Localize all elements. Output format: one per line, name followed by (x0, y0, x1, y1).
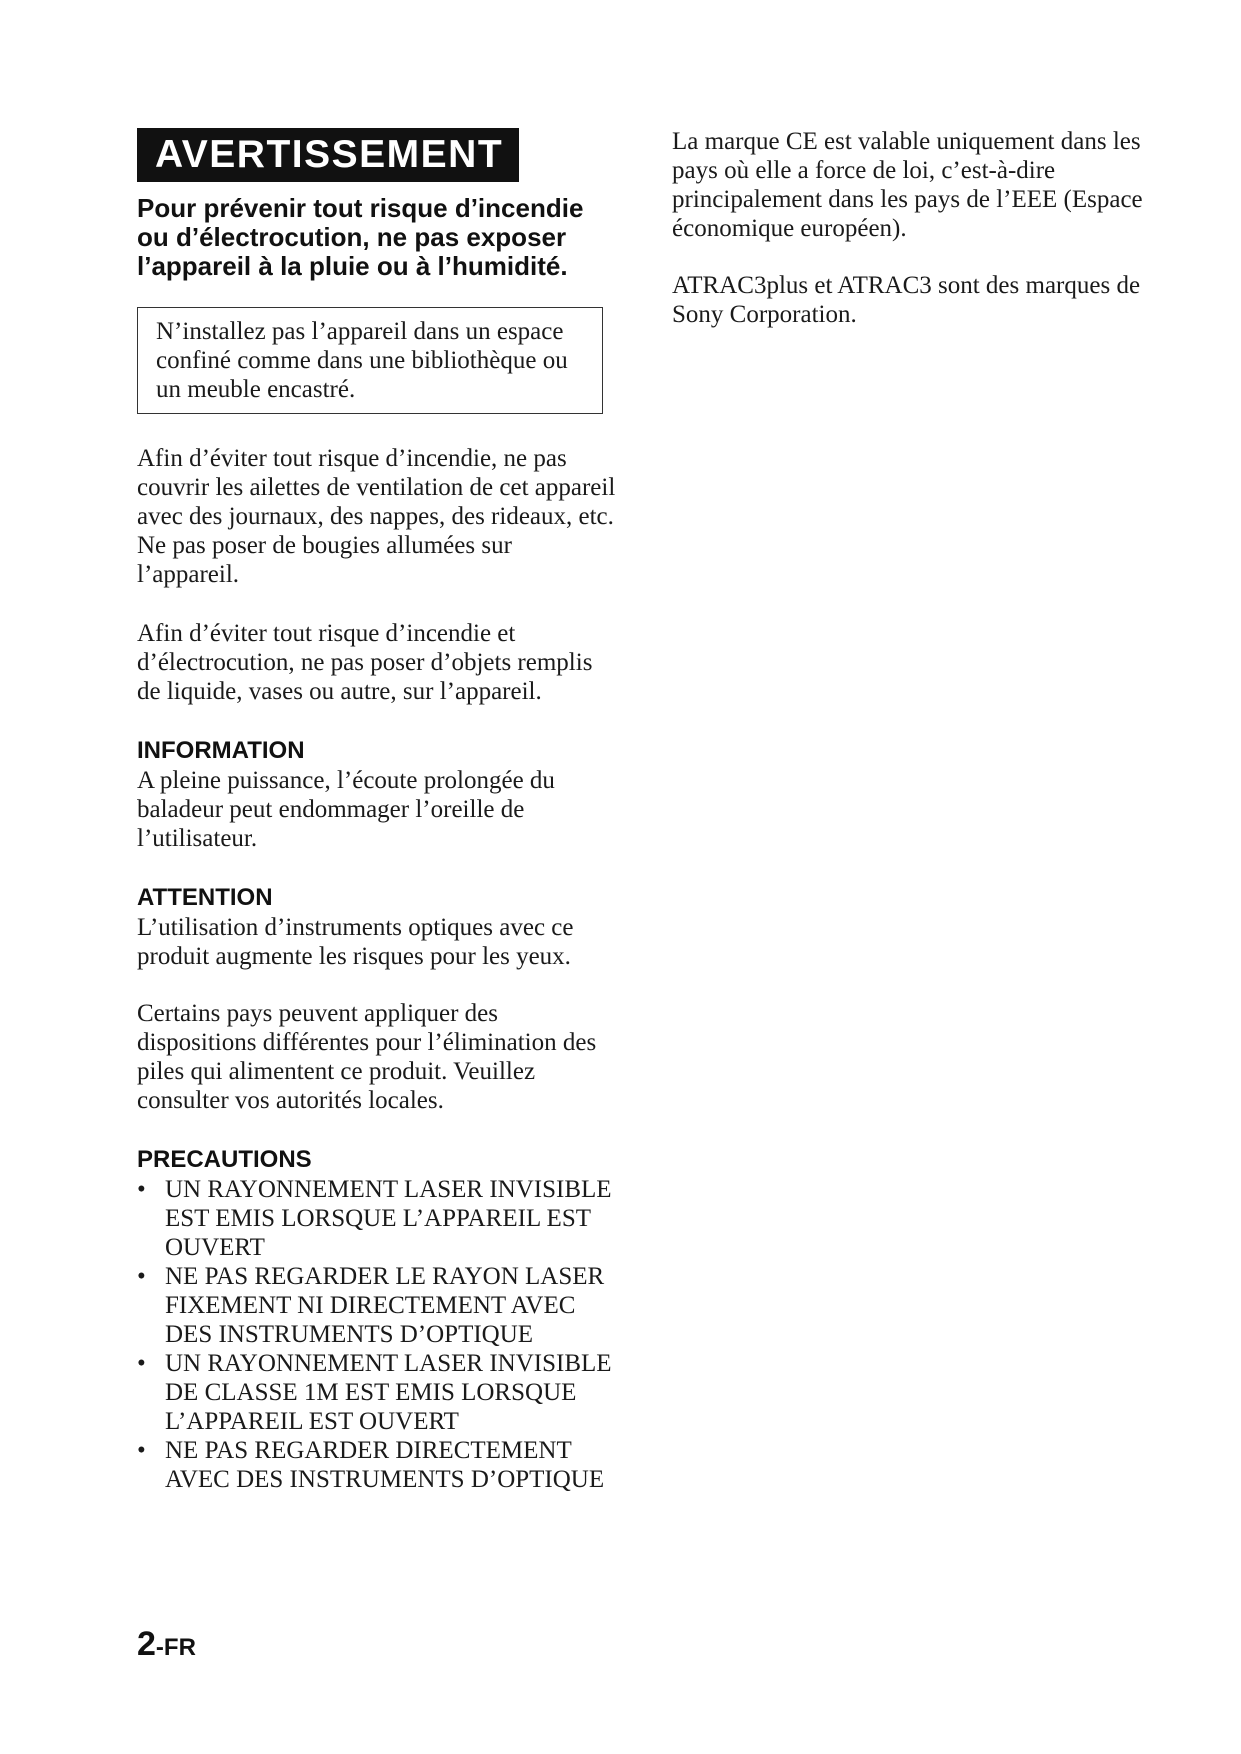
precautions-heading: PRECAUTIONS (137, 1146, 312, 1173)
ventilation-paragraph: Afin d’éviter tout risque d’incendie, ne pas couvrir les ailettes de ventilation de cet appareil avec des journaux, des nappes, des rideaux, etc. Ne pas poser de bougies allumées sur l’appareil. (137, 445, 616, 588)
warning-statement: Pour prévenir tout risque d’incendie ou d’électrocution, ne pas exposer l’appareil à la pluie ou à l’humidité. (137, 193, 584, 281)
list-item-text: NE PAS REGARDER DIRECTEMENT AVEC DES INSTRUMENTS D’OPTIQUE (165, 1437, 605, 1493)
information-text: A pleine puissance, l’écoute prolongée du baladeur peut endommager l’oreille de l’utilisateur. (137, 767, 555, 852)
list-item (137, 1349, 617, 1436)
list-item-text: NE PAS REGARDER LE RAYON LASER FIXEMENT NI DIRECTEMENT AVEC DES INSTRUMENTS D’OPTIQUE (165, 1263, 605, 1348)
precautions-list (137, 1175, 617, 1494)
right-column (672, 127, 1152, 329)
left-column (137, 128, 617, 1494)
bullet-icon: • (137, 1263, 146, 1290)
batteries-paragraph: Certains pays peuvent appliquer des dispositions différentes pour l’élimination des piles qui alimentent ce produit. Veuillez consulter vos autorités locales. (137, 1000, 597, 1114)
page-number-value: 2 (137, 1625, 156, 1663)
attention-heading: ATTENTION (137, 884, 273, 911)
bullet-icon: • (137, 1350, 146, 1377)
list-item (137, 1436, 617, 1494)
list-item-text: UN RAYONNEMENT LASER INVISIBLE EST EMIS LORSQUE L’APPAREIL EST OUVERT (165, 1176, 612, 1261)
ce-mark-paragraph: La marque CE est valable uniquement dans les pays où elle a force de loi, c’est-à-dire principalement dans les pays de l’EEE (Espace économique européen). (672, 128, 1143, 242)
list-item-text: UN RAYONNEMENT LASER INVISIBLE DE CLASSE 1M EST EMIS LORSQUE L’APPAREIL EST OUVERT (165, 1350, 612, 1435)
page-number (137, 1625, 196, 1664)
liquid-paragraph: Afin d’éviter tout risque d’incendie et d’électrocution, ne pas poser d’objets remplis de liquide, vases ou autre, sur l’appareil. (137, 620, 593, 705)
information-heading: INFORMATION (137, 737, 305, 764)
list-item (137, 1175, 617, 1262)
page-number-suffix: -FR (155, 1634, 196, 1661)
bullet-icon: • (137, 1176, 146, 1203)
bullet-icon: • (137, 1437, 146, 1464)
warning-banner: AVERTISSEMENT (137, 128, 519, 182)
list-item (137, 1262, 617, 1349)
atrac-trademark-paragraph: ATRAC3plus et ATRAC3 sont des marques de Sony Corporation. (672, 272, 1141, 328)
attention-text: L’utilisation d’instruments optiques avec ce produit augmente les risques pour les yeux. (137, 914, 574, 970)
boxed-notice: N’installez pas l’appareil dans un espace confiné comme dans une bibliothèque ou un meuble encastré. (137, 307, 603, 414)
